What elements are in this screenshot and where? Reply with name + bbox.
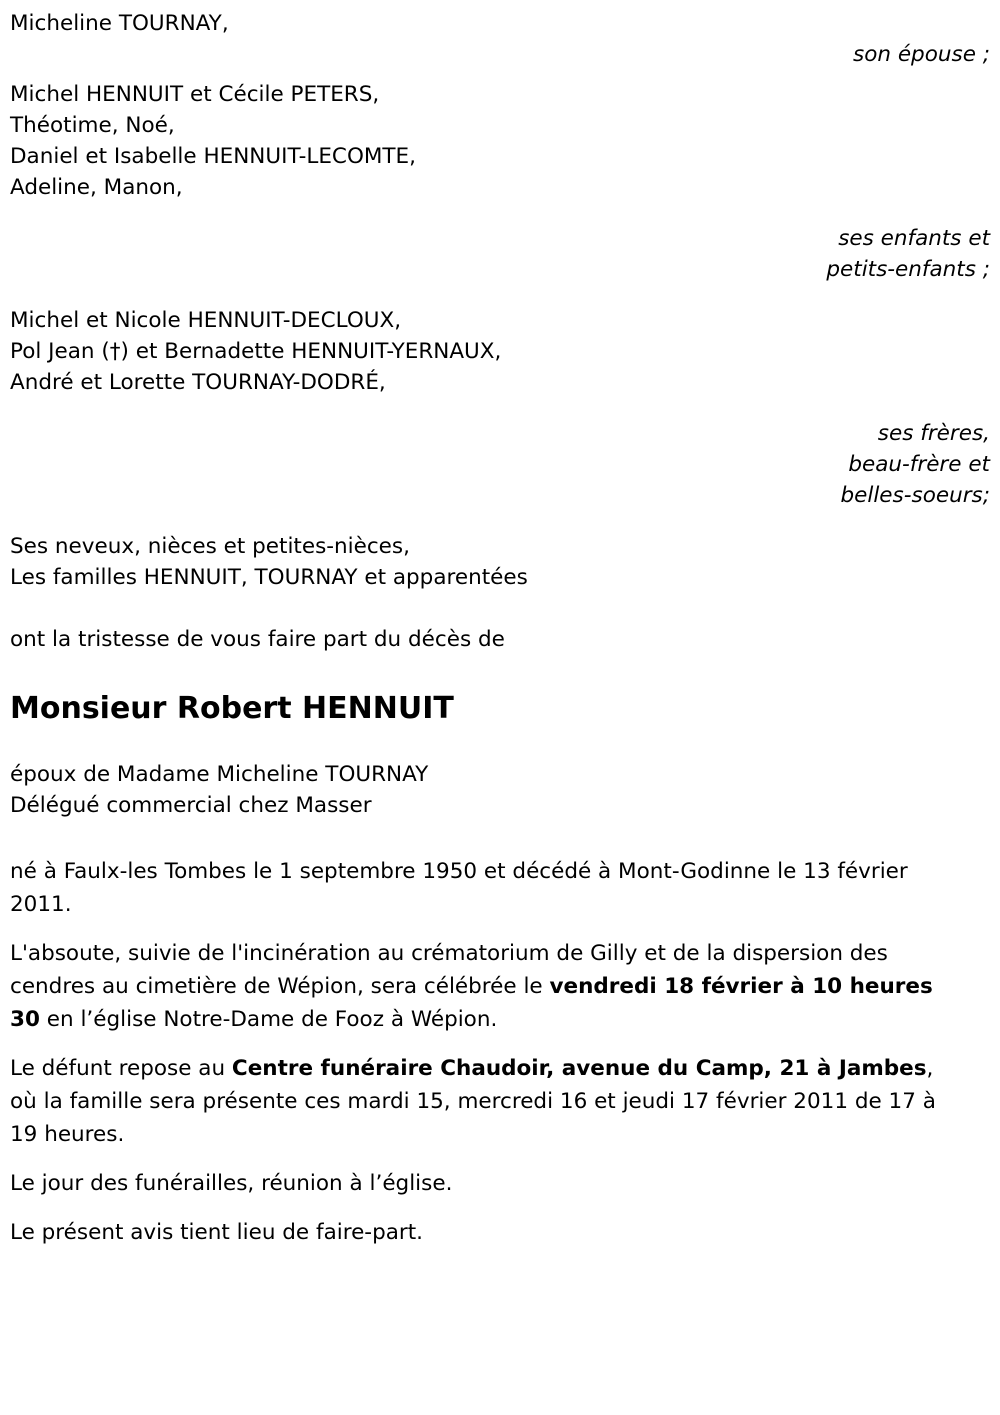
spacer [10, 655, 990, 689]
spacer [10, 398, 990, 418]
survivor-name-line: Ses neveux, nièces et petites-nièces, [10, 534, 410, 559]
survivor-name-line: Théotime, Noé, [10, 113, 175, 138]
survivor-group-children [10, 79, 990, 285]
viewing-location: Centre funéraire Chaudoir, avenue du Camp, 21 à Jambes [231, 1056, 927, 1081]
relation-line: son épouse ; [853, 42, 990, 67]
survivor-name-line: Michel et Nicole HENNUIT-DECLOUX, [10, 308, 402, 333]
relation-line: petits-enfants ; [826, 257, 990, 282]
relation-line: ses frères, [877, 421, 990, 446]
survivor-names [10, 8, 990, 39]
relation-label-siblings [10, 418, 990, 511]
survivor-names [10, 79, 990, 203]
relation-line: belles-soeurs; [840, 483, 990, 508]
survivor-name-line: Daniel et Isabelle HENNUIT-LECOMTE, [10, 144, 416, 169]
announcement-intro: ont la tristesse de vous faire part du décès de [10, 627, 505, 652]
ceremony-paragraph [10, 937, 965, 1036]
notice-paragraph: Le présent avis tient lieu de faire-part. [10, 1220, 423, 1245]
spacer [10, 70, 990, 79]
birth-death-paragraph: né à Faulx-les Tombes le 1 septembre 1950 et décédé à Mont-Godinne le 13 février 2011. [10, 859, 908, 917]
spacer [10, 203, 990, 223]
survivor-name-line: Pol Jean (†) et Bernadette HENNUIT-YERNAUX, [10, 339, 502, 364]
survivor-name-line: Michel HENNUIT et Cécile PETERS, [10, 82, 380, 107]
viewing-text-before: Le défunt repose au [10, 1056, 232, 1081]
deceased-spouse-line: époux de Madame Micheline TOURNAY [10, 762, 429, 787]
relation-label-children [10, 223, 990, 285]
spacer [10, 285, 990, 305]
survivor-names [10, 305, 990, 398]
spacer [10, 729, 990, 759]
gathering-paragraph: Le jour des funérailles, réunion à l’église. [10, 1171, 453, 1196]
spacer [10, 511, 990, 531]
deceased-name: Monsieur Robert HENNUIT [10, 691, 454, 726]
survivor-name-line: Adeline, Manon, [10, 175, 183, 200]
survivor-name-line: Micheline TOURNAY, [10, 11, 229, 36]
relation-line: ses enfants et [838, 226, 990, 251]
spacer [10, 593, 990, 624]
survivor-name-line: Les familles HENNUIT, TOURNAY et apparentées [10, 565, 528, 590]
deceased-occupation-line: Délégué commercial chez Masser [10, 793, 372, 818]
survivor-group-spouse [10, 8, 990, 70]
viewing-paragraph [10, 1052, 965, 1151]
survivor-names [10, 531, 990, 593]
viewing-text-after: , où la famille sera présente ces mardi 15, mercredi 16 et jeudi 17 février 2011 de 17 à 19 heures. [10, 1056, 936, 1147]
spacer [10, 821, 990, 855]
ceremony-text-before: L'absoute, suivie de l'incinération au crématorium de Gilly et de la dispersion des cendres au cimetière de Wépion, sera célébrée le [10, 941, 888, 999]
relation-line: beau-frère et [848, 452, 990, 477]
ceremony-datetime: vendredi 18 février à 10 heures 30 [10, 974, 933, 1032]
relation-label-spouse [10, 39, 990, 70]
survivor-name-line: André et Lorette TOURNAY-DODRÉ, [10, 370, 386, 395]
survivor-group-siblings [10, 305, 990, 511]
ceremony-text-after: en l’église Notre-Dame de Fooz à Wépion. [39, 1007, 498, 1032]
survivor-group-extended-family [10, 531, 990, 593]
